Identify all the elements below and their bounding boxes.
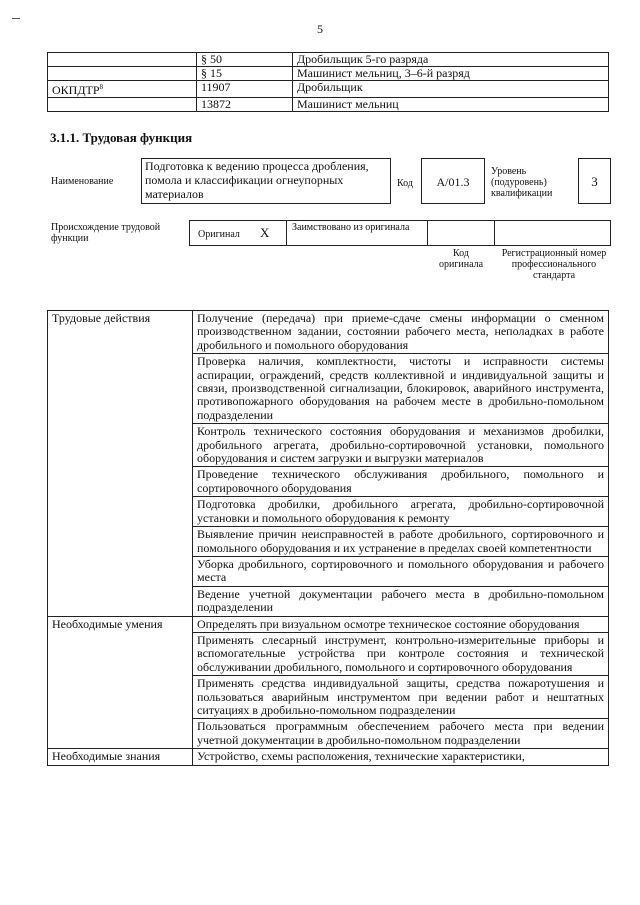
category-label: Трудовые действия [48,311,193,617]
borrowed-label: Заимствовано из оригинала [292,222,410,233]
level-label: Уровень (подуровень) квалификации [491,166,553,199]
description-cell: Контроль технического состояния оборудования и механизмов дробилки, дробильного агрегата, дробильно-сортировочной установки, помольного оборудования и систем загрузки и выгрузки материалов [193,424,609,467]
classifier-name: ОКПДТР [52,83,100,97]
description-cell: Уборка дробильного, сортировочного и помольного оборудования и рабочего места [193,556,609,586]
description-cell: Определять при визуальном осмотре техническое состояние оборудования [193,616,609,632]
category-label: Необходимые знания [48,749,193,765]
description-cell: Пользоваться программным обеспечением рабочего места при ведении учетной документации в дробильно-помольном подразделении [193,719,609,749]
codes-table-row [48,98,609,112]
description-cell: Подготовка дробилки, дробильного агрегата, дробильно-сортировочной установки и помольного оборудования к ремонту [193,497,609,527]
divider [494,220,495,246]
function-name-box [141,158,391,204]
labor-action-row [48,311,609,354]
labor-function-table [47,310,609,766]
classifier-cell [48,67,197,81]
knowledge-row [48,749,609,765]
section-title: 3.1.1. Трудовая функция [50,130,193,145]
divider [286,220,287,246]
codes-table-row [48,81,609,98]
description-cell: Применять средства индивидуальной защиты, средства пожаротушения и пользоваться аварийным инструментом при ведении работ и нештатных ситуациях в дробильно-помольном подразделении [193,676,609,719]
original-mark: Х [260,225,270,240]
divider [427,220,428,246]
code-cell: § 15 [197,67,293,81]
description-cell: Ведение учетной документации рабочего места в дробильно-помольном подразделении [193,586,609,616]
classifier-cell [48,81,197,98]
origin-row [189,220,611,246]
description-cell: Проведение технического обслуживания дробильного, помольного и сортировочного оборудования [193,467,609,497]
description-cell: Получение (передача) при приеме-сдаче смены информации о сменном производственном задании, состоянии рабочего места, неполадках в работе дробильного и помольного оборудования [193,311,609,354]
occupation-name-cell: Машинист мельниц, 3–6-й разряд [293,67,609,81]
footnote-ref: 8 [99,83,104,91]
page-number: 5 [317,22,323,36]
codes-table-row [48,53,609,67]
occupation-name-cell: Дробильщик 5-го разряда [293,53,609,67]
code-cell: § 50 [197,53,293,67]
function-code: А/01.3 [436,175,470,189]
level-value: 3 [591,174,598,189]
classifier-cell [48,98,197,112]
occupation-name-cell: Машинист мельниц [293,98,609,112]
level-box [578,158,611,204]
function-name: Подготовка к ведению процесса дробления, помола и классификации огнеупорных материалов [145,159,369,201]
description-cell: Проверка наличия, комплектности, чистоты и исправности системы аспирации, ограждений, средств коллективной и индивидуальной защиты и связи, производственной сигнализации, блокировок, аварийного инструмента, противопожарного оборудования на рабочем месте в дробильно-помольном подразделении [193,354,609,424]
description-cell: Устройство, схемы расположения, технические характеристики, [193,749,609,765]
function-code-box [421,158,485,204]
code-cell: 13872 [197,98,293,112]
description-cell: Применять слесарный инструмент, контрольно-измерительные приборы и вспомогательные устройства при контроле состояния и технической обслуживании дробильного, помольного и сортировочного оборудования [193,632,609,675]
classifier-cell [48,53,197,67]
skill-row [48,616,609,632]
codes-table-row [48,67,609,81]
code-cell: 11907 [197,81,293,98]
occupation-name-cell: Дробильщик [293,81,609,98]
origin-label: Происхождение трудовой функции [51,222,161,244]
codes-table [47,52,609,112]
name-label: Наименование [51,176,114,187]
scan-mark [12,18,20,19]
code-label: Код [397,178,413,189]
description-cell: Выявление причин неисправностей в работе дробильного, сортировочного и помольного оборудования и их устранение в пределах своей компетентности [193,527,609,557]
category-label: Необходимые умения [48,616,193,749]
original-label: Оригинал [198,229,240,240]
code-original-caption: Код оригинала [438,248,484,270]
reg-number-caption: Регистрационный номер профессионального стандарта [501,248,607,281]
